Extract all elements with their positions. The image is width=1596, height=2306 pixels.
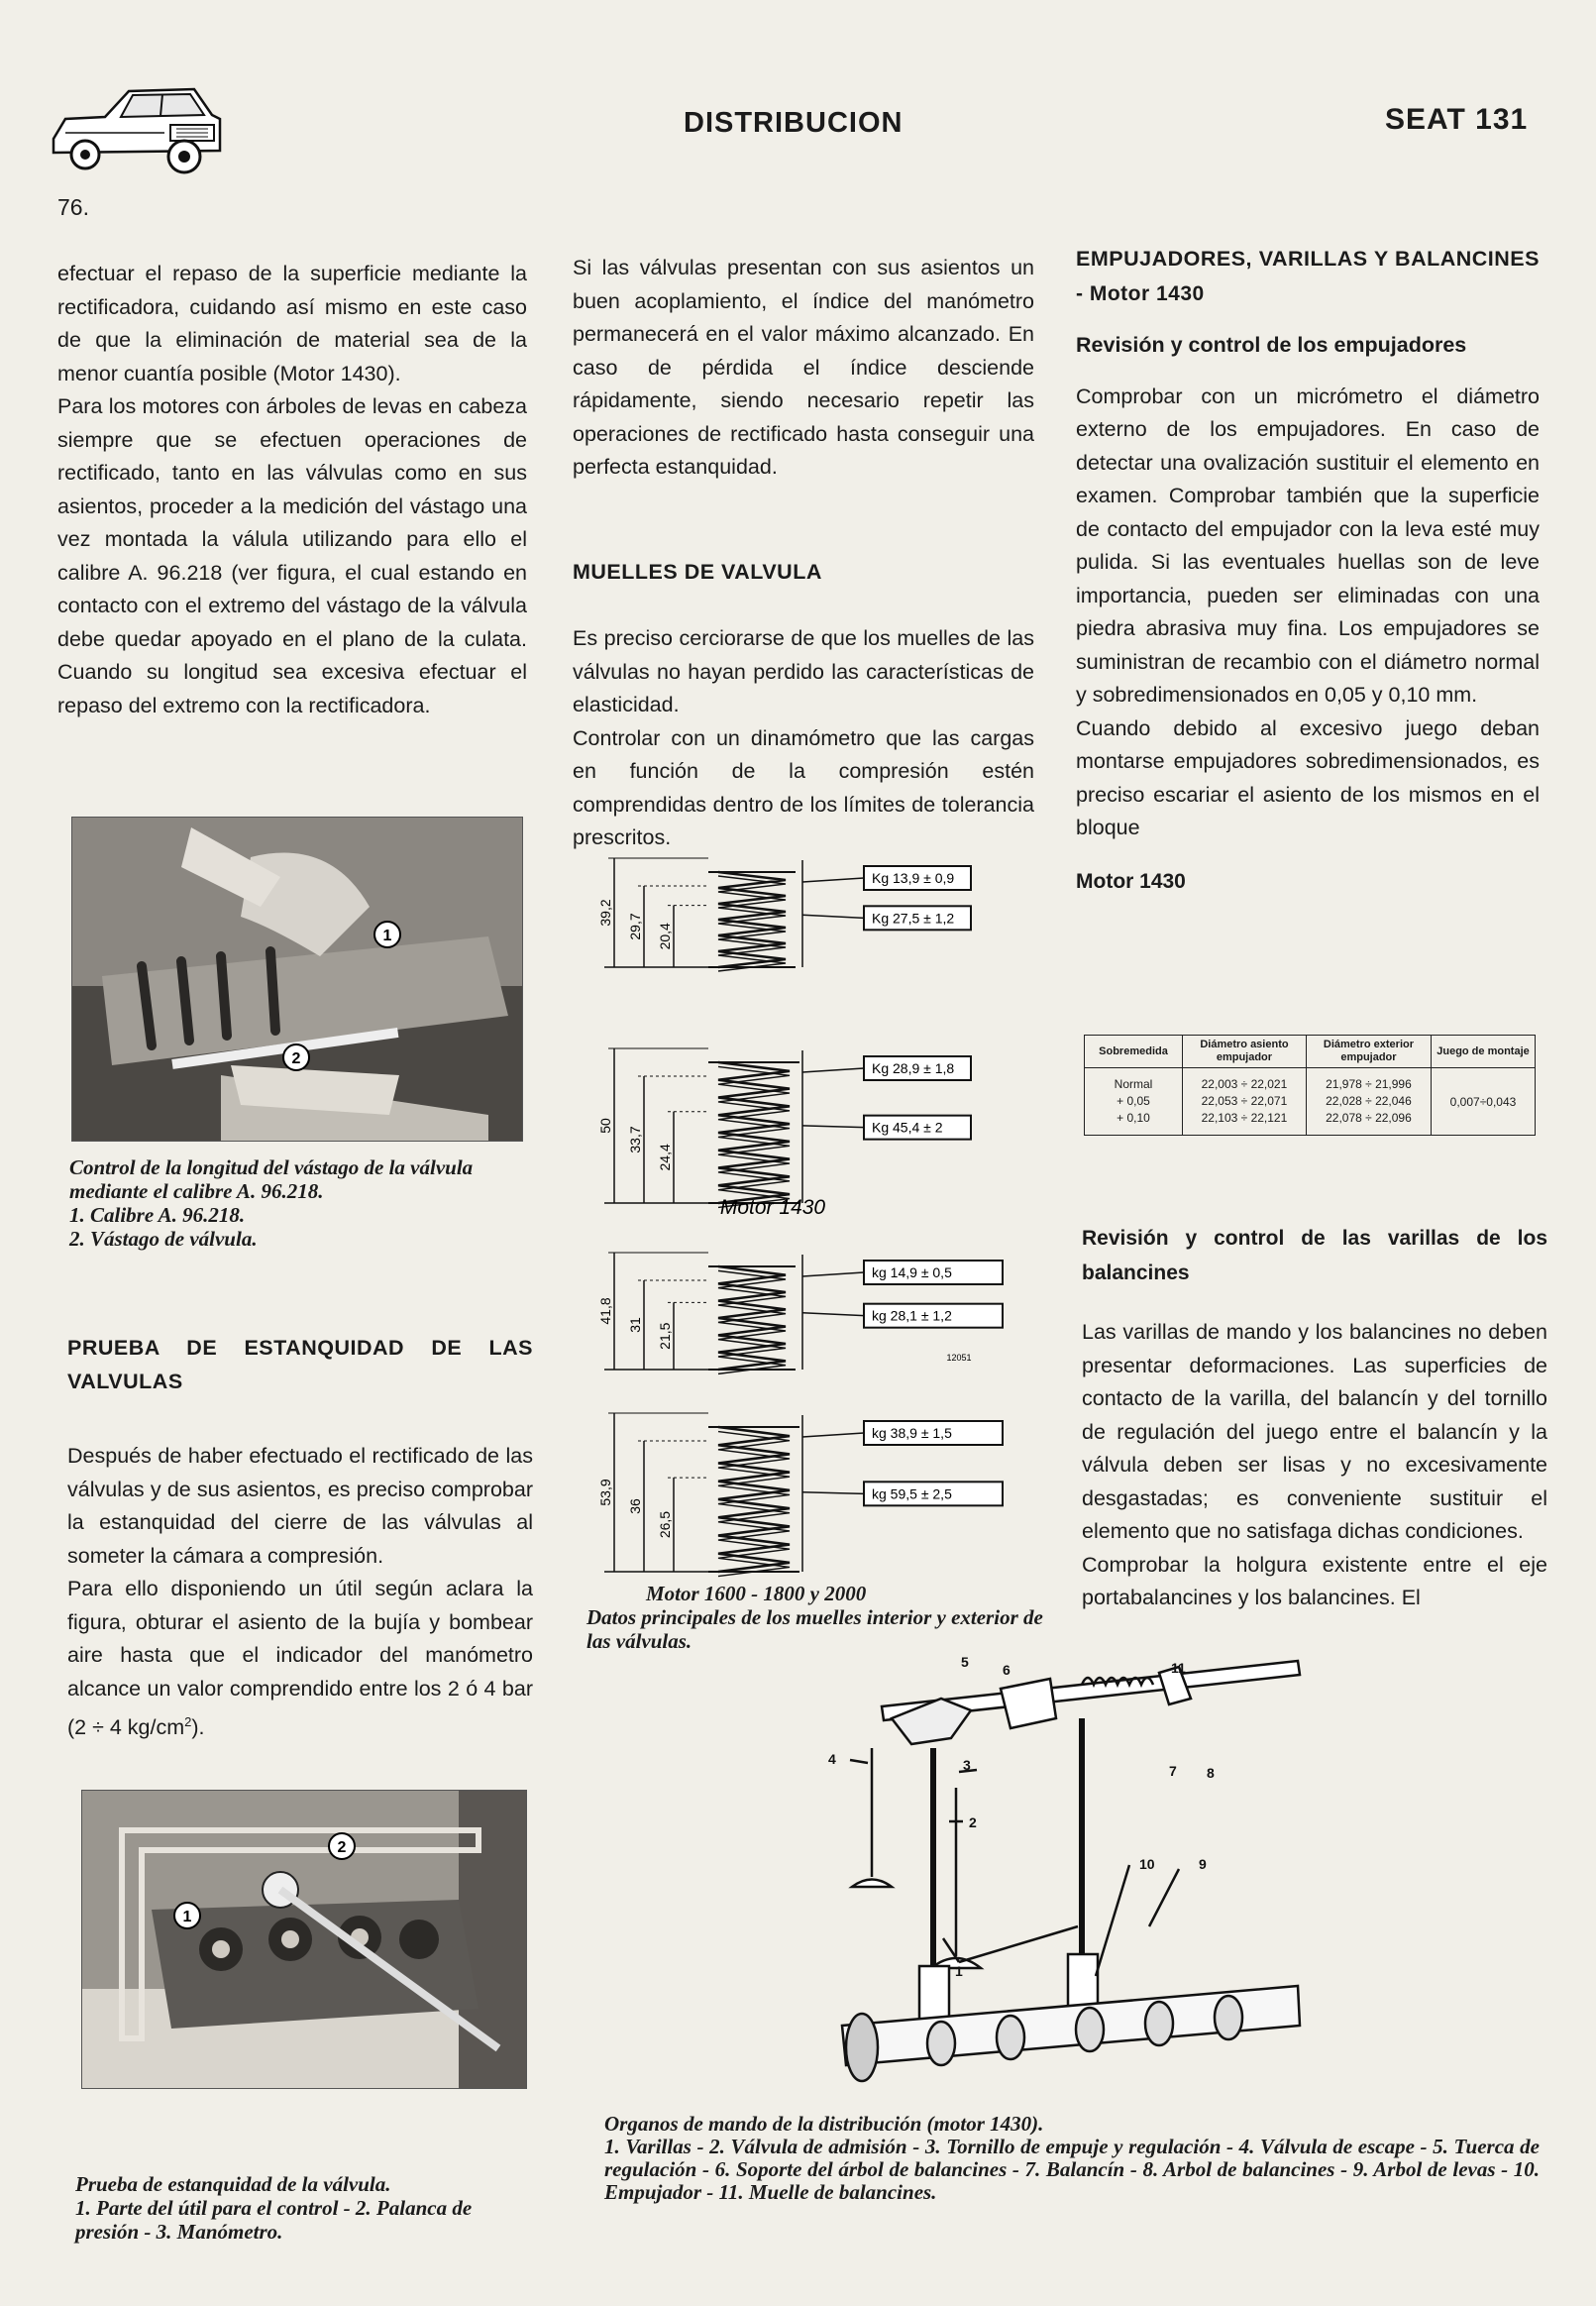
spring-dimension: 29,7 bbox=[627, 913, 643, 940]
springs-caption-text: Datos principales de los muelles interior y exterior de las válvulas. bbox=[586, 1605, 1043, 1653]
section-title: DISTRIBUCION bbox=[684, 107, 904, 139]
table-cell-sobremedida bbox=[1085, 1068, 1183, 1136]
assembly-label-1: 1 bbox=[955, 1963, 963, 1979]
col2-paragraph-3: Controlar con un dinamómetro que las cargas en función de la compresión estén comprendidas dentro de los límites de tolerancia prescritos. bbox=[573, 725, 1034, 849]
spring-dimension: 41,8 bbox=[597, 1297, 613, 1325]
col1-paragraph-4-end: ). bbox=[191, 1715, 205, 1740]
fig1-caption-item-1: 1. Calibre A. 96.218. bbox=[69, 1203, 246, 1227]
valvetrain-assembly-diagram bbox=[822, 1649, 1337, 2085]
col2-paragraph-2: Es preciso cerciorarse de que los muelles de las válvulas no hayan perdido las características de elasticidad. bbox=[573, 626, 1034, 716]
springs-caption bbox=[586, 1582, 1052, 1653]
row-normal: Normal bbox=[1114, 1077, 1153, 1091]
spring-dimension: 39,2 bbox=[597, 899, 613, 927]
motor-1600-label: Motor 1600 - 1800 y 2000 bbox=[646, 1582, 867, 1605]
col1-paragraph-3: Después de haber efectuado el rectificado de las válvulas y de sus asientos, es preciso comprobar la estanquidad del cierre de las válvulas al someter la cámara a compresión. bbox=[67, 1444, 533, 1568]
asiento-normal: 22,003 ÷ 22,021 bbox=[1201, 1077, 1288, 1091]
fig1-caption bbox=[69, 1155, 535, 1251]
heading-empujadores bbox=[1076, 242, 1540, 311]
table-cell-juego: 0,007÷0,043 bbox=[1432, 1068, 1536, 1136]
fig2-label-1: 1 bbox=[182, 1909, 192, 1925]
col2-paragraph-1: Si las válvulas presentan con sus asientos un buen acoplamiento, el índice del manómetro permanecerá en el valor máximo alcanzado. En caso de pérdida el índice desciende rápidamente, siendo necesario repetir las operaciones de rectificado hasta conseguir una perfecta estanquidad. bbox=[573, 256, 1034, 479]
spring-load-label: Kg 45,4 ± 2 bbox=[872, 1119, 943, 1136]
fig2-caption-body: 1. Parte del útil para el control - 2. Palanca de presión - 3. Manómetro. bbox=[75, 2196, 473, 2244]
spring-diagrams bbox=[594, 852, 1050, 1665]
figure-code: 12051 bbox=[946, 1353, 972, 1363]
col1-paragraph-4-text: Para ello disponiendo un útil según aclara la figura, obturar el asiento de la bujía y bombear aire hasta que el indicador del manómetro alcance un valor comprendido entre los 2 ó 4 bar (2 ÷ 4 kg/cm bbox=[67, 1577, 533, 1740]
col1-paragraph-2: Para los motores con árboles de levas en cabeza siempre que se efectuen operaciones de rectificado, tanto en las válvulas como en sus asientos, proceder a la medición del vástago una vez montada la válula utilizando para ello el calibre A. 96.218 (ver figura, el cual estando en contacto con el extremo del vástago de la válvula debe quedar apoyado en el plano de la culata. Cuando su longitud sea excesiva efectuar el repaso del extremo con la rectificadora. bbox=[57, 394, 527, 717]
page-number: 76. bbox=[57, 194, 89, 220]
assembly-label-11: 11 bbox=[1171, 1660, 1186, 1676]
col3-paragraph-2: Cuando debido al excesivo juego deban montarse empujadores sobredimensionados, es preciso escariar el asiento de los mismos en el bloque bbox=[1076, 715, 1540, 839]
spring-dimension: 50 bbox=[597, 1118, 613, 1134]
spring-diagram-2 bbox=[597, 1048, 971, 1207]
assembly-label-9: 9 bbox=[1199, 1856, 1207, 1872]
exterior-normal: 21,978 ÷ 21,996 bbox=[1326, 1077, 1412, 1091]
assembly-caption-body: 1. Varillas - 2. Válvula de admisión - 3. Tornillo de empuje y regulación - 4. Válvula de escape - 5. Tuerca de regulación - 6. Soporte del árbol de balancines - 7. Balancín - 8. Arbol de balancines - 9. Arbol de levas - 10. Empujador - 11. Muelle de balancines. bbox=[604, 2135, 1540, 2204]
brand-model bbox=[1385, 103, 1528, 137]
superscript-2: 2 bbox=[184, 1714, 192, 1729]
spring-diagram-1 bbox=[597, 858, 971, 971]
spring-load-label: Kg 13,9 ± 0,9 bbox=[872, 870, 955, 886]
spring-dimension: 20,4 bbox=[657, 923, 673, 950]
asiento-005: 22,053 ÷ 22,071 bbox=[1201, 1094, 1288, 1108]
heading-empujadores-main: EMPUJADORES, VARILLAS Y BALANCINES bbox=[1076, 247, 1540, 271]
fig1-label-1: 1 bbox=[382, 928, 392, 944]
fig1-caption-item-2: 2. Vástago de válvula. bbox=[69, 1227, 258, 1251]
assembly-label-7: 7 bbox=[1169, 1763, 1177, 1779]
spring-load-label: kg 28,1 ± 1,2 bbox=[872, 1307, 952, 1324]
assembly-caption bbox=[604, 2113, 1540, 2204]
col3-paragraph-1: Comprobar con un micrómetro el diámetro externo de los empujadores. En caso de detectar una ovalización sustituir el elemento en examen. Comprobar también que la superficie de contacto del empujador con la leva esté muy pulida. Si las eventuales huellas son de leve importancia, pueden ser eliminadas con una piedra abrasiva muy fina. Los empujadores se suministran de recambio con el diámetro normal y sobredimensionados en 0,05 y 0,10 mm. bbox=[1076, 384, 1540, 707]
assembly-label-3: 3 bbox=[963, 1757, 971, 1773]
assembly-label-4: 4 bbox=[828, 1751, 836, 1767]
spring-load-label: Kg 27,5 ± 1,2 bbox=[872, 910, 955, 927]
spring-load-label: kg 59,5 ± 2,5 bbox=[872, 1485, 952, 1502]
spring-dimension: 36 bbox=[627, 1498, 643, 1514]
heading-empujadores-motor: - Motor 1430 bbox=[1076, 282, 1205, 305]
spring-dimension: 33,7 bbox=[627, 1126, 643, 1153]
assembly-label-8: 8 bbox=[1207, 1765, 1215, 1781]
spring-diagram-4 bbox=[597, 1413, 1003, 1577]
motor-1430-subheading: Motor 1430 bbox=[1076, 869, 1186, 893]
heading-muelles: MUELLES DE VALVULA bbox=[573, 559, 822, 584]
col1-paragraph-1: efectuar el repaso de la superficie mediante la rectificadora, cuidando así mismo en este caso de que la eliminación de material sea de la menor cuantía posible (Motor 1430). bbox=[57, 262, 527, 385]
exterior-010: 22,078 ÷ 22,096 bbox=[1326, 1111, 1412, 1125]
assembly-label-10: 10 bbox=[1139, 1856, 1155, 1872]
fig2-label-2: 2 bbox=[337, 1839, 347, 1856]
fig2-caption bbox=[75, 2172, 537, 2244]
spring-dimension: 24,4 bbox=[657, 1144, 673, 1171]
table-header-asiento: Diámetro asiento empujador bbox=[1183, 1036, 1307, 1068]
fig1-label-2: 2 bbox=[291, 1050, 301, 1067]
table-header-exterior: Diámetro exterior empujador bbox=[1306, 1036, 1431, 1068]
assembly-caption-title: Organos de mando de la distribución (motor 1430). bbox=[604, 2112, 1044, 2136]
exterior-005: 22,028 ÷ 22,046 bbox=[1326, 1094, 1412, 1108]
table-cell-exterior bbox=[1306, 1068, 1431, 1136]
asiento-010: 22,103 ÷ 22,121 bbox=[1201, 1111, 1288, 1125]
subheading-empujadores: Revisión y control de los empujadores bbox=[1076, 333, 1467, 357]
photo-valve-tightness-test bbox=[81, 1790, 527, 2089]
table-row bbox=[1085, 1068, 1536, 1136]
car-logo-icon bbox=[46, 61, 224, 190]
column-left-lower bbox=[67, 1332, 533, 1745]
tappet-spec-table bbox=[1084, 1035, 1536, 1136]
model-number: 131 bbox=[1475, 103, 1529, 136]
row-010: + 0,10 bbox=[1117, 1111, 1150, 1125]
column-right-lower bbox=[1082, 1221, 1547, 1615]
heading-estanquidad: PRUEBA DE ESTANQUIDAD DE LAS VALVULAS bbox=[67, 1336, 533, 1393]
column-middle bbox=[573, 252, 1034, 855]
spring-dimension: 53,9 bbox=[597, 1479, 613, 1506]
spring-load-label: Kg 28,9 ± 1,8 bbox=[872, 1060, 955, 1076]
row-005: + 0,05 bbox=[1117, 1094, 1150, 1108]
photo-valve-stem-gauge bbox=[71, 817, 523, 1142]
spring-dimension: 31 bbox=[627, 1317, 643, 1333]
assembly-label-5: 5 bbox=[961, 1654, 969, 1670]
table-header-sobremedida: Sobremedida bbox=[1085, 1036, 1183, 1068]
spring-load-label: kg 14,9 ± 0,5 bbox=[872, 1264, 952, 1280]
column-left bbox=[57, 258, 527, 722]
spring-diagram-3 bbox=[597, 1253, 1003, 1373]
table-header-juego: Juego de montaje bbox=[1432, 1036, 1536, 1068]
column-right bbox=[1076, 242, 1540, 898]
assembly-label-2: 2 bbox=[969, 1814, 977, 1830]
motor-1430-label: Motor 1430 bbox=[719, 1196, 826, 1219]
subheading-varillas: Revisión y control de las varillas de los balancines bbox=[1082, 1227, 1547, 1284]
table-cell-asiento bbox=[1183, 1068, 1307, 1136]
col3-paragraph-4: Comprobar la holgura existente entre el eje portabalancines y los balancines. El bbox=[1082, 1552, 1547, 1609]
col1-paragraph-4 bbox=[67, 1573, 533, 1745]
spring-load-label: kg 38,9 ± 1,5 bbox=[872, 1425, 952, 1441]
col3-paragraph-3: Las varillas de mando y los balancines no deben presentar deformaciones. Las superficies de contacto de la varilla, del balancín y del tornillo de regulación del juego entre el balancín y la válvula deben ser lisas y no excesivamente desgastadas; es conveniente sustituir el elemento que no satisfaga dichas condiciones. bbox=[1082, 1320, 1547, 1543]
fig2-caption-title: Prueba de estanquidad de la válvula. bbox=[75, 2172, 391, 2196]
spring-dimension: 26,5 bbox=[657, 1510, 673, 1539]
brand-name: SEAT bbox=[1385, 103, 1466, 136]
assembly-label-6: 6 bbox=[1003, 1662, 1011, 1678]
spring-dimension: 21,5 bbox=[657, 1322, 673, 1350]
fig1-caption-title: Control de la longitud del vástago de la válvula mediante el calibre A. 96.218. bbox=[69, 1155, 474, 1203]
